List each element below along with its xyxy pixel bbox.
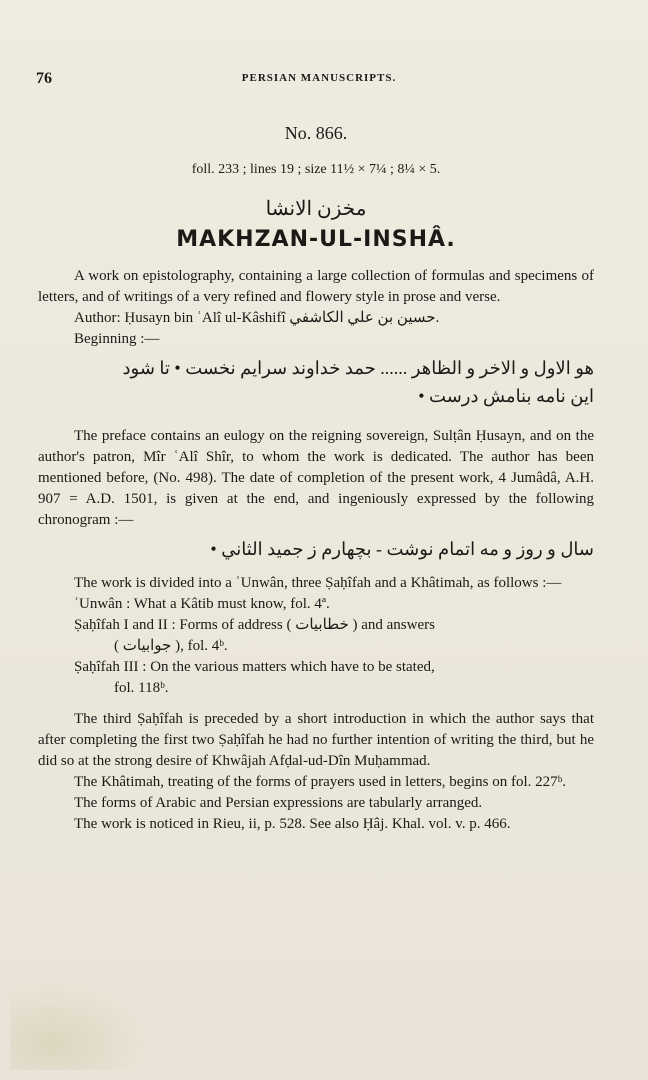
author-line: Author: Ḥusayn bin ʿAlî ul-Kâshifî حسين بن علي الكاشفي. <box>74 310 440 326</box>
work-title: MAKHZAN-UL-INSHÂ. <box>176 227 456 252</box>
introduction-paragraph: The third Ṣaḥîfah is preceded by a short introduction in which the author says that after completing the first two Ṣaḥîfah he had no further intention of writing the third, but he did so at the strong desire of Khwâjah Afḍal-ud-Dîn Muḥammad. <box>38 711 594 769</box>
spacer <box>38 563 594 573</box>
list-item-continuation: fol. 118ᵇ. <box>114 680 169 696</box>
arabic-beginning-line-2: اين نامه بنامش درست • <box>418 386 594 406</box>
description-paragraph: A work on epistolography, containing a large collection of formulas and specimens of letters, and of writings of a very refined and flowery style in prose and verse. <box>38 268 594 305</box>
arabic-beginning <box>38 354 594 410</box>
chronogram <box>38 535 594 563</box>
arabic-beginning-line-1: هو الاول و الاخر و الظاهر ...... حمد خداوند سرايم نخست • تا شود <box>122 358 594 378</box>
list-item <box>74 594 594 615</box>
preface-paragraph: The preface contains an eulogy on the reigning sovereign, Sulṭân Ḥusayn, and on the author's patron, Mîr ʿAlî Shîr, to whom the work is dedicated. The author has been mentioned before, (No. 498). The date of completion of the present work, 4 Jumâdâ, A.H. 907 = A.D. 1501, is given at the end, and ingeniously expressed by the following chronogram :— <box>38 428 594 528</box>
entry-number: No. 866. <box>284 123 348 143</box>
running-title: PERSIAN MANUSCRIPTS. <box>241 72 397 84</box>
forms-paragraph: The forms of Arabic and Persian expressions are tabularly arranged. <box>74 795 483 811</box>
spacer <box>38 699 594 709</box>
page-number: 76 <box>36 70 52 87</box>
list-item-text: Ṣaḥîfah III : On the various matters which have to be stated, <box>74 659 435 675</box>
collation-line: foll. 233 ; lines 19 ; size 11½ × 7¼ ; 8¼ × 5. <box>191 162 441 177</box>
list-item <box>74 657 594 699</box>
structure-paragraph: The work is divided into a ʿUnwân, three Ṣaḥîfah and a Khâtimah, as follows :— <box>74 575 562 591</box>
list-item <box>74 615 594 657</box>
page-content <box>38 123 594 835</box>
khatimah-paragraph: The Khâtimah, treating of the forms of prayers used in letters, begins on fol. 227ᵇ. <box>74 774 567 790</box>
references-paragraph: The work is noticed in Rieu, ii, p. 528. See also Ḥâj. Khal. vol. v. p. 466. <box>74 816 511 832</box>
arabic-title: مخزن الانشا <box>265 198 367 220</box>
page-header <box>36 70 602 94</box>
list-item-continuation: ( جوابيات ), fol. 4ᵇ. <box>114 638 228 654</box>
paper-stain <box>10 980 150 1070</box>
beginning-label: Beginning :— <box>74 331 160 347</box>
spacer <box>38 410 594 426</box>
list-item-text: ʿUnwân : What a Kâtib must know, fol. 4ª. <box>74 596 330 612</box>
chronogram-line: سال و روز و مه اتمام نوشت - بچهارم ز جميد الثاني • <box>210 539 594 559</box>
list-item-text: Ṣaḥîfah I and II : Forms of address ( خطابيات ) and answers <box>74 617 435 633</box>
contents-list <box>38 594 594 699</box>
